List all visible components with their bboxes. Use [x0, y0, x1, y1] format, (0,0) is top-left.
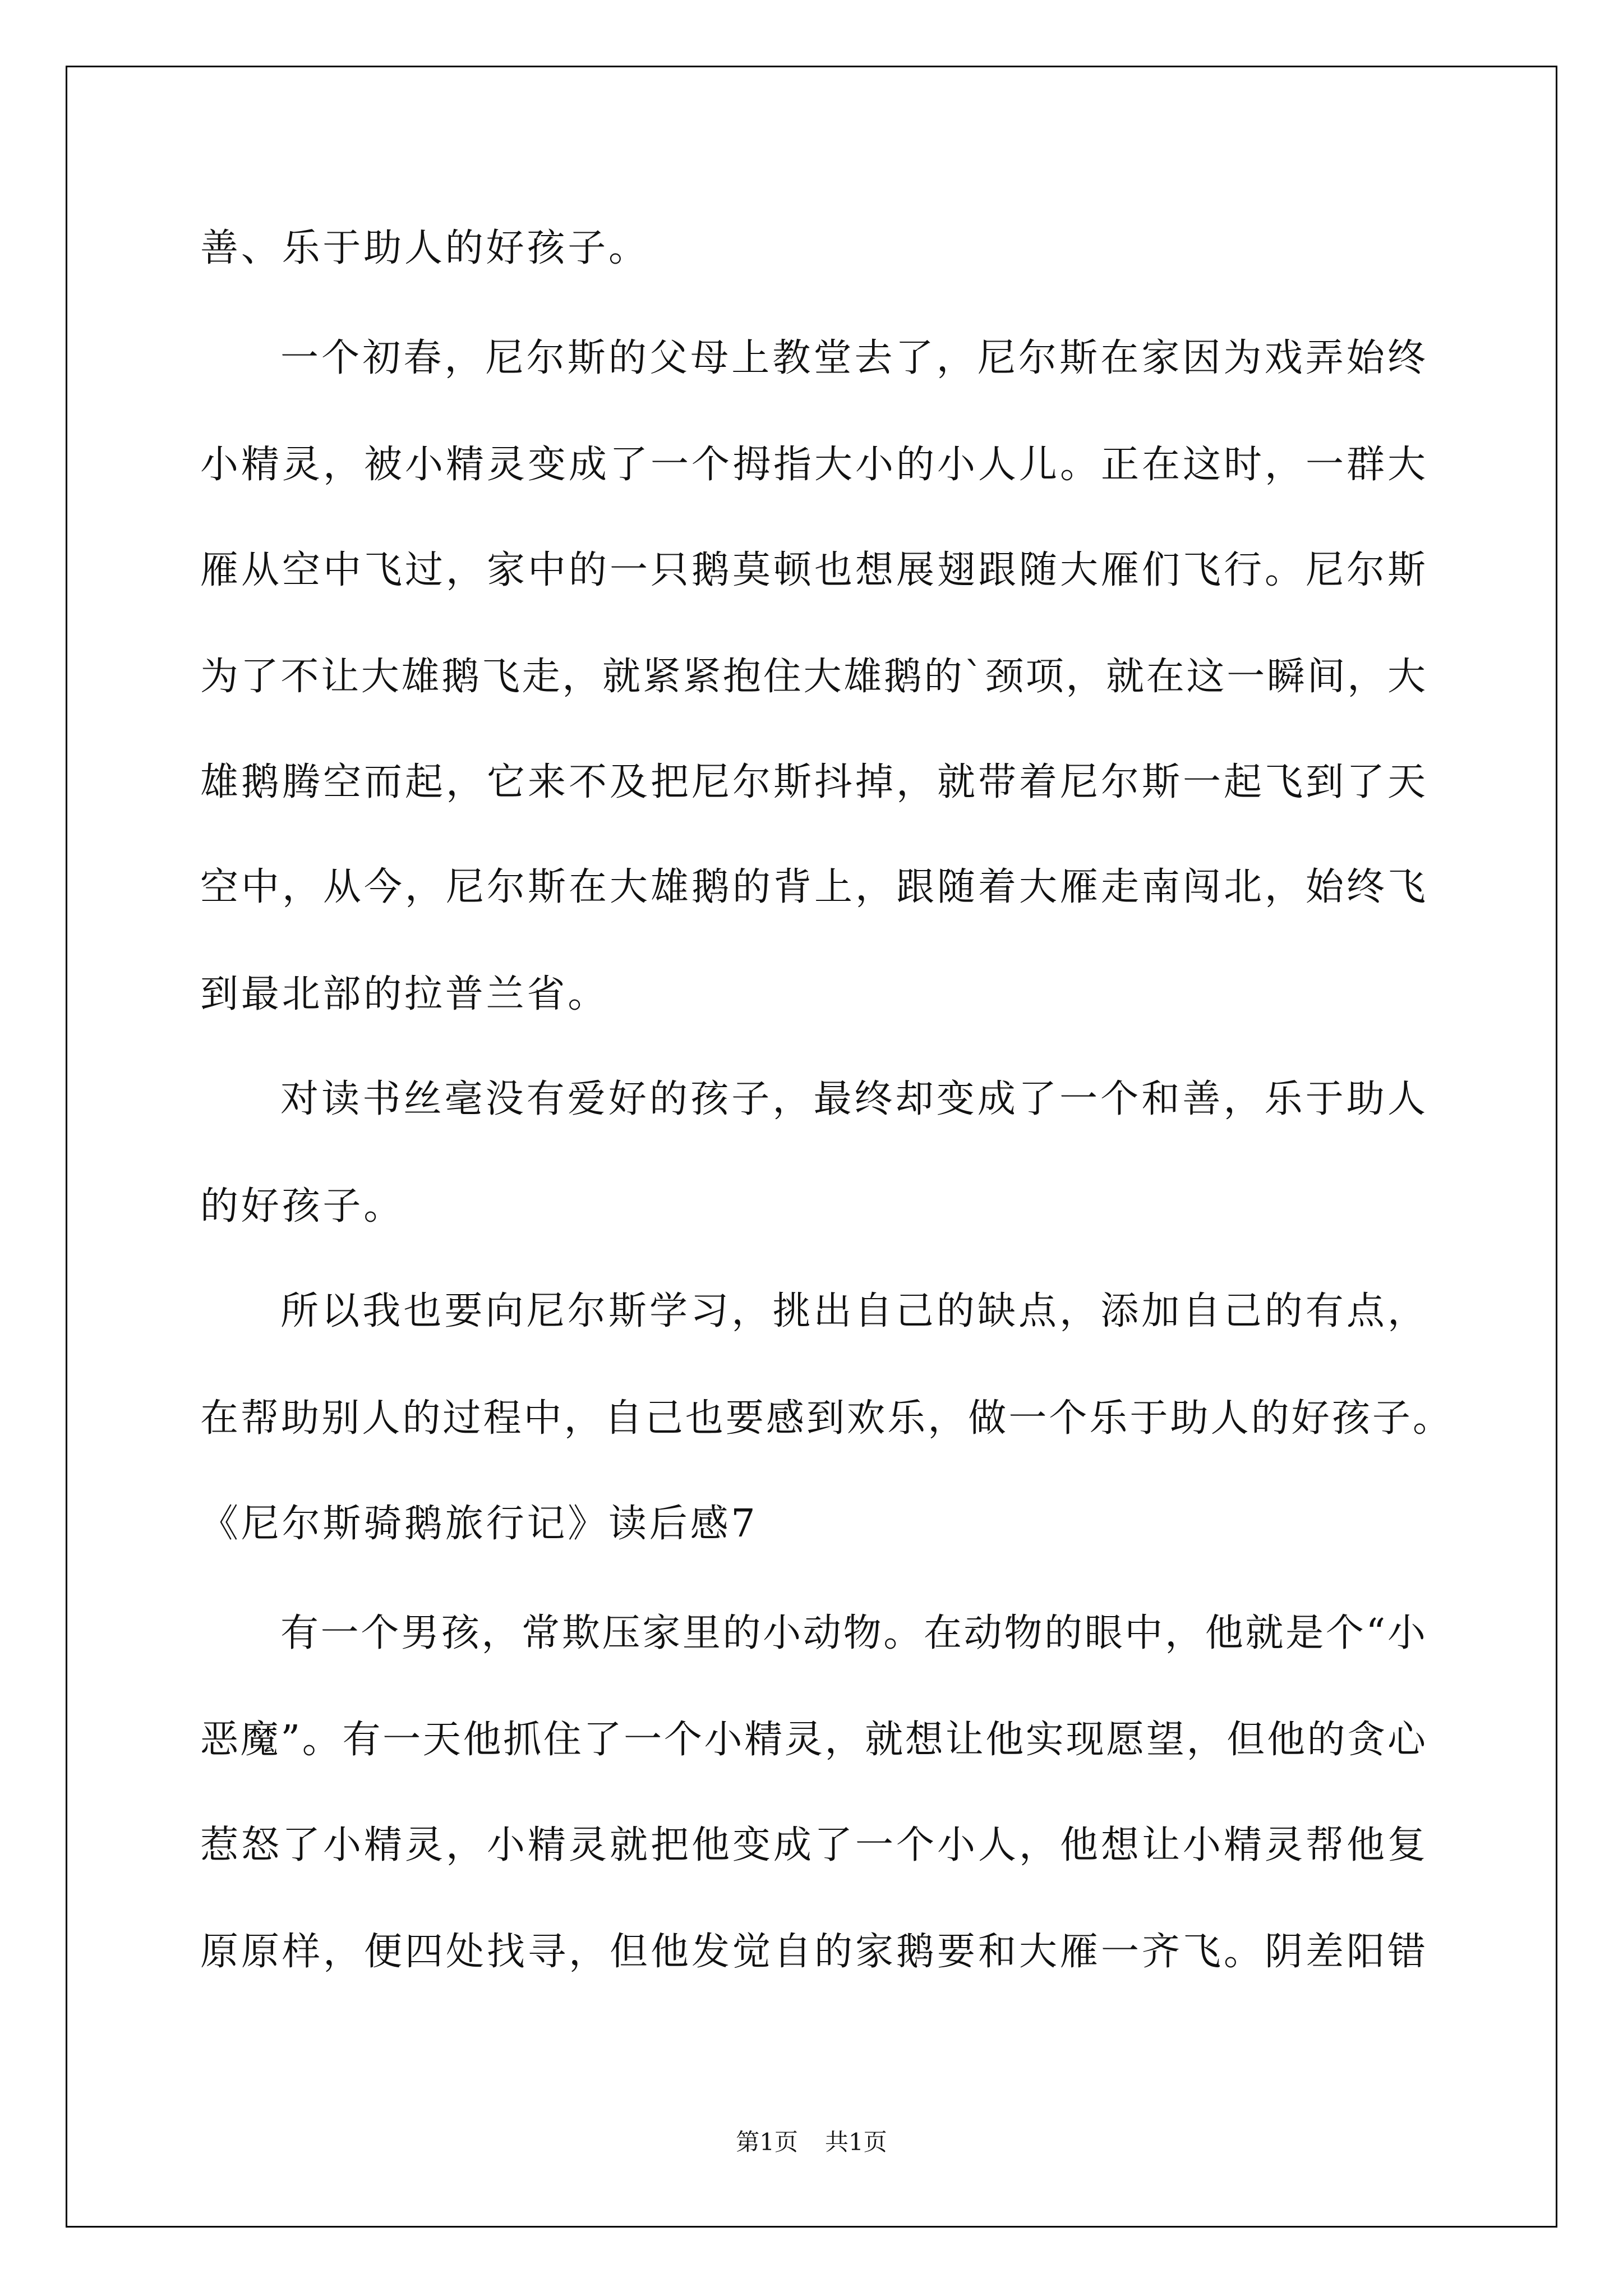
- text-line: 为了不让大雄鹅飞走，就紧紧抱住大雄鹅的`颈项，就在这一瞬间，大: [200, 655, 1426, 699]
- text-line: 雁从空中飞过，家中的一只鹅莫顿也想展翅跟随大雁们飞行。尼尔斯: [200, 548, 1426, 592]
- text-line: 对读书丝毫没有爱好的孩子，最终却变成了一个和善，乐于助人: [280, 1077, 1426, 1121]
- text-line: 的好孩子。: [200, 1184, 405, 1228]
- text-line: 原原样，便四处找寻，但他发觉自的家鹅要和大雁一齐飞。阴差阳错: [200, 1930, 1426, 1974]
- text-line: 有一个男孩，常欺压家里的小动物。在动物的眼中，他就是个“小: [280, 1611, 1426, 1655]
- text-line: 空中，从今，尼尔斯在大雄鹅的背上，跟随着大雁走南闯北，始终飞: [200, 865, 1426, 909]
- text-line: 惹怒了小精灵，小精灵就把他变成了一个小人，他想让小精灵帮他复: [200, 1823, 1426, 1867]
- text-line: 小精灵，被小精灵变成了一个拇指大小的小人儿。正在这时，一群大: [200, 443, 1426, 487]
- section-heading: 《尼尔斯骑鹅旅行记》读后感7: [200, 1502, 758, 1546]
- page-number: 第1页: [736, 2128, 798, 2156]
- page-border: [66, 66, 1557, 2228]
- text-line: 善、乐于助人的好孩子。: [200, 226, 649, 270]
- text-line: 在帮助别人的过程中，自己也要感到欢乐，做一个乐于助人的好孩子。: [200, 1396, 1451, 1441]
- page-total: 共1页: [825, 2128, 887, 2156]
- page-footer: [0, 2125, 1623, 2159]
- text-line: 所以我也要向尼尔斯学习，挑出自己的缺点，添加自己的有点，: [280, 1289, 1426, 1333]
- text-line: 雄鹅腾空而起，它来不及把尼尔斯抖掉，就带着尼尔斯一起飞到了天: [200, 760, 1426, 804]
- text-line: 恶魔”。有一天他抓住了一个小精灵，就想让他实现愿望，但他的贪心: [200, 1718, 1426, 1762]
- text-line: 一个初春，尼尔斯的父母上教堂去了，尼尔斯在家因为戏弄始终: [280, 336, 1426, 380]
- text-line: 到最北部的拉普兰省。: [200, 972, 609, 1016]
